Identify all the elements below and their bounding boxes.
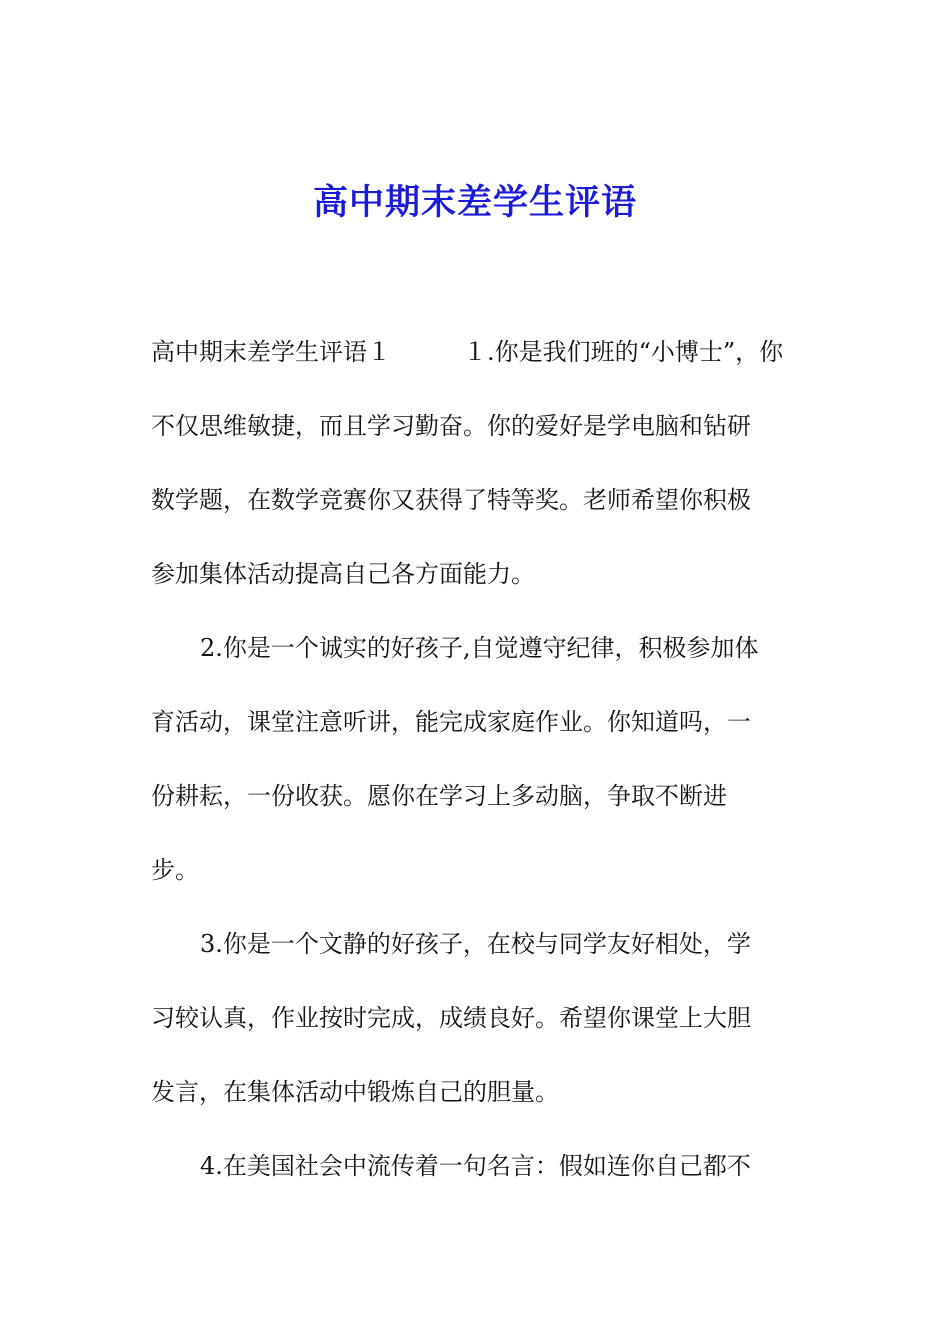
paragraph-3-line-3: 发言，在集体活动中锻炼自己的胆量。 [151, 1078, 559, 1106]
paragraph-2-line-4: 步。 [151, 856, 199, 884]
paragraph-2-line-2: 育活动，课堂注意听讲，能完成家庭作业。你知道吗，一 [151, 708, 751, 736]
paragraph-3-line-1: 3.你是一个文静的好孩子，在校与同学友好相处，学 [200, 930, 751, 958]
paragraph-1-line-1: 高中期末差学生评语１ １.你是我们班的“小博士”，你 [151, 338, 784, 366]
paragraph-1-line-4: 参加集体活动提高自己各方面能力。 [151, 560, 535, 588]
paragraph-4-line-1: 4.在美国社会中流传着一句名言：假如连你自己都不 [200, 1152, 751, 1180]
document-title: 高中期末差学生评语 [312, 182, 637, 223]
paragraph-3-line-2: 习较认真，作业按时完成，成绩良好。希望你课堂上大胆 [151, 1004, 751, 1032]
paragraph-2-line-1: 2.你是一个诚实的好孩子,自觉遵守纪律，积极参加体 [200, 634, 759, 662]
paragraph-1-line-3: 数学题，在数学竞赛你又获得了特等奖。老师希望你积极 [151, 486, 751, 514]
paragraph-2-line-3: 份耕耘，一份收获。愿你在学习上多动脑，争取不断进 [151, 782, 727, 810]
paragraph-1-line-2: 不仅思维敏捷，而且学习勤奋。你的爱好是学电脑和钻研 [151, 412, 751, 440]
